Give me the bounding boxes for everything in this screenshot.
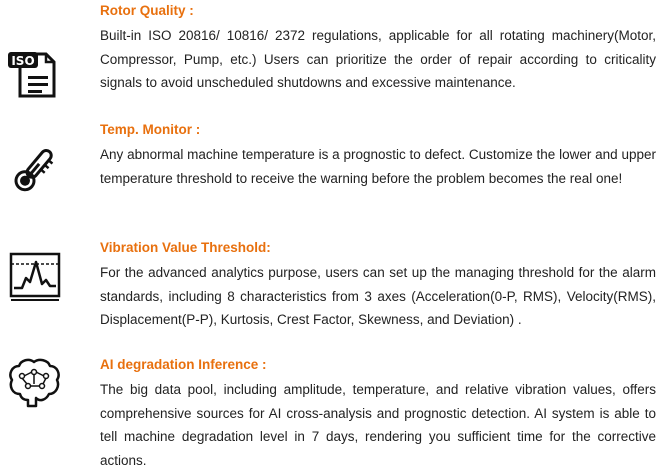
ai-brain-icon bbox=[6, 354, 62, 410]
iso-document-icon bbox=[6, 44, 62, 100]
feature-text bbox=[100, 121, 656, 190]
feature-title: AI degradation Inference : bbox=[100, 357, 267, 372]
feature-description: For the advanced analytics purpose, users can set up the managing threshold for the alarm standards, including 8 characteristics from 3 axes (Acceleration(0-P, RMS), Velocity(RMS), Displacement(P-P), Kurtosis, Crest Factor, Skewness, and Deviation) . bbox=[100, 265, 656, 327]
feature-text bbox=[100, 356, 656, 472]
feature-text bbox=[100, 2, 656, 95]
svg-text:ISO: ISO bbox=[11, 54, 35, 68]
feature-title: Rotor Quality : bbox=[100, 3, 194, 18]
feature-description: The big data pool, including amplitude, temperature, and relative vibration values, offers comprehensive sources for AI cross-analysis and prognostic detection. AI system is able to tell machine degradation level in 7 days, rendering you sufficient time for the corrective actions. bbox=[100, 382, 656, 468]
feature-description: Any abnormal machine temperature is a prognostic to defect. Customize the lower and upper temperature threshold to receive the warning before the problem becomes the real one! bbox=[100, 147, 656, 186]
feature-description: Built-in ISO 20816/ 10816/ 2372 regulations, applicable for all rotating machinery(Motor, Compressor, Pump, etc.) Users can prioritize the order of repair according to criticality signals to avoid unscheduled shutdowns and excessive maintenance. bbox=[100, 28, 656, 90]
feature-text bbox=[100, 239, 656, 332]
waveform-chart-icon bbox=[6, 250, 62, 306]
thermometer-icon bbox=[6, 142, 62, 198]
feature-title: Vibration Value Threshold: bbox=[100, 240, 271, 255]
feature-title: Temp. Monitor : bbox=[100, 122, 201, 137]
